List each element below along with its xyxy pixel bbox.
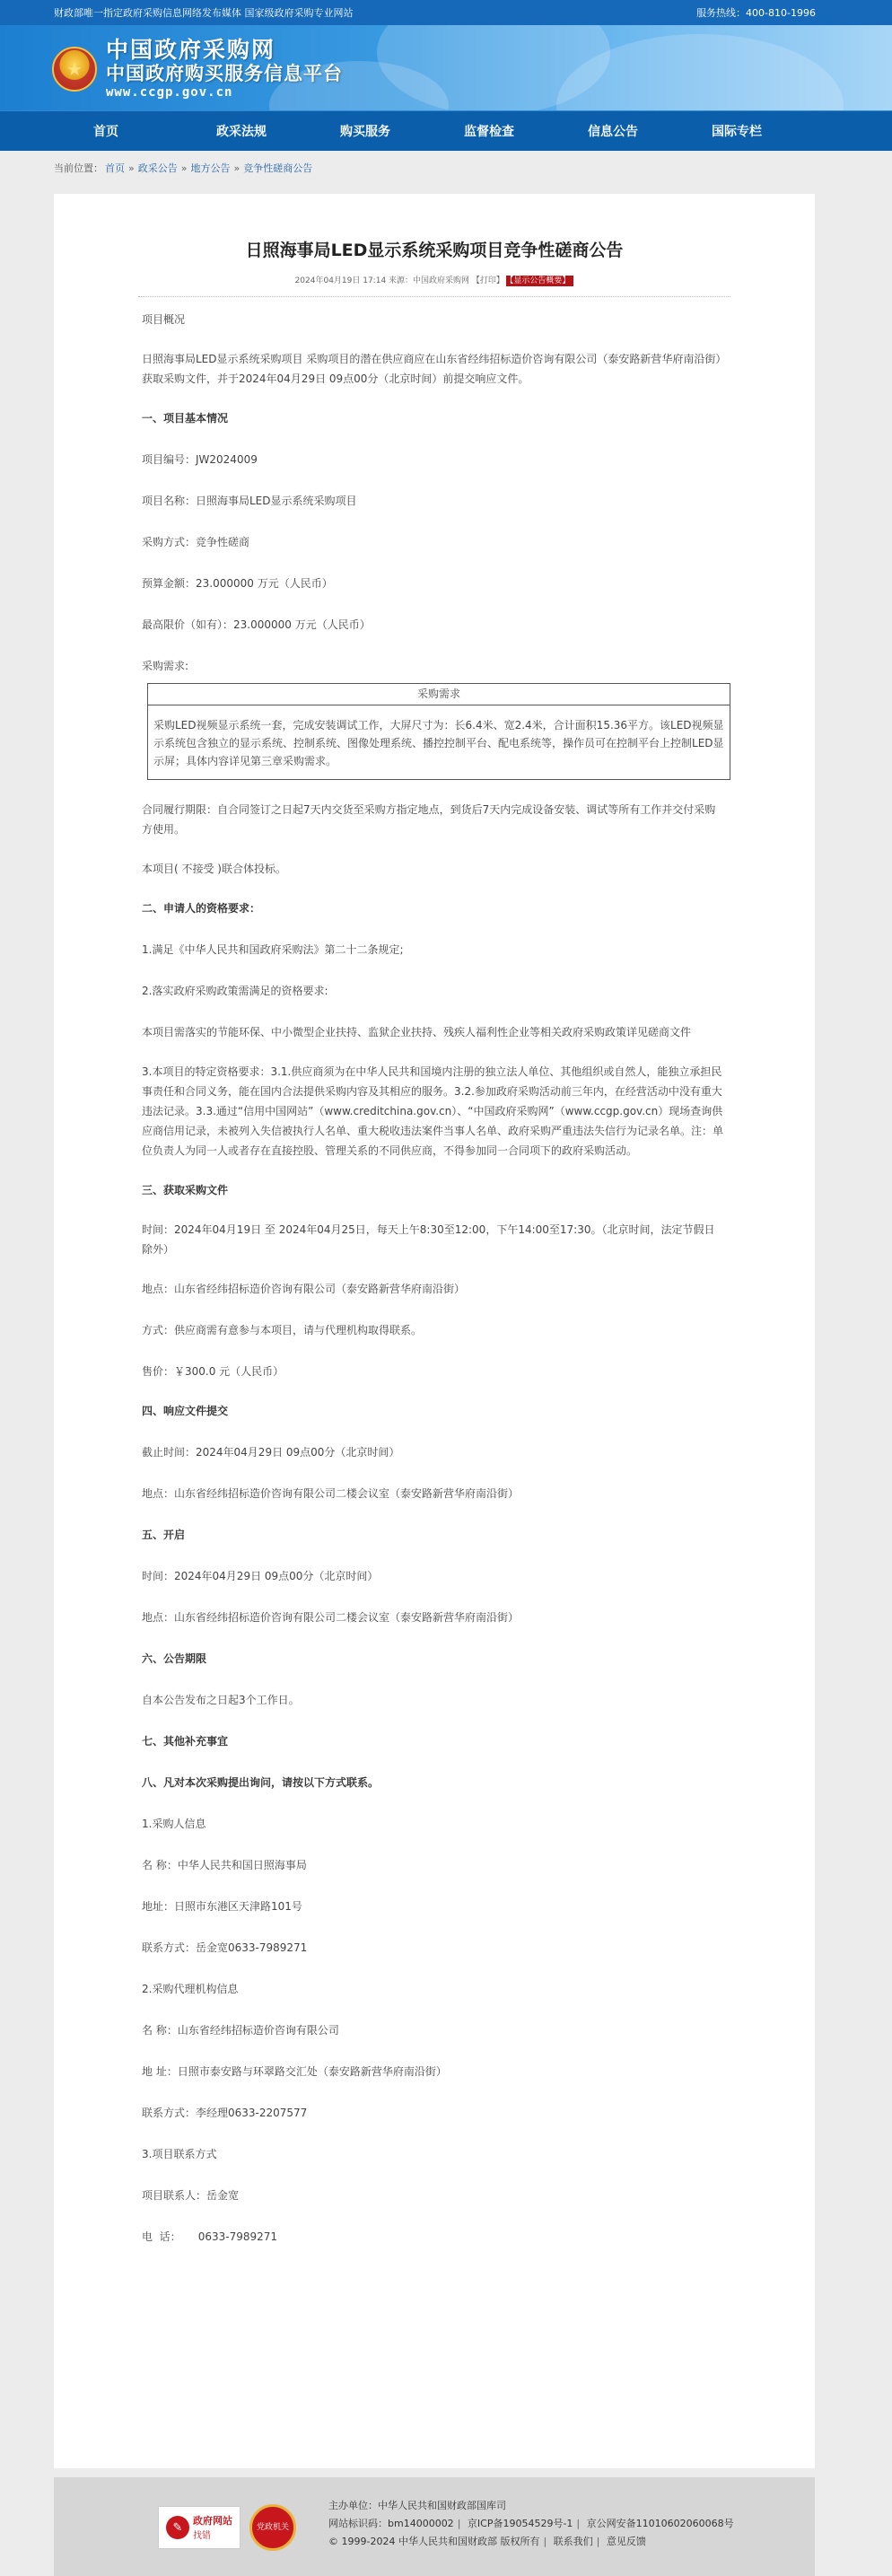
purchaser-heading: 1.采购人信息 [142,1818,206,1830]
party-gov-badge-icon[interactable] [249,2504,296,2551]
project-number: 项目编号：JW2024009 [142,453,258,466]
logo-url: www.ccgp.gov.cn [106,85,233,100]
section-4-heading: 四、响应文件提交 [142,1405,229,1417]
requirements-table-header: 采购需求 [148,684,730,705]
max-price: 最高限价（如有）：23.000000 万元（人民币） [142,618,371,631]
site-footer [54,2477,815,2576]
submission-deadline: 截止时间：2024年04月29日 09点00分（北京时间） [142,1446,400,1459]
meta-text: 2024年04月19日 17:14 来源：中国政府采购网 【打印】 [294,276,504,285]
footer-host: 主办单位：中华人民共和国财政部国库司 [328,2500,506,2511]
nav-home[interactable]: 首页 [93,125,118,139]
budget-amount: 预算金额：23.000000 万元（人民币） [142,577,333,590]
section-5-heading: 五、开启 [142,1529,186,1541]
purchaser-contact: 联系方式：岳金宽0633-7989271 [142,1941,308,1954]
section-7-heading: 七、其他补充事宜 [142,1735,229,1748]
nav-purchase-services[interactable]: 购买服务 [340,125,390,139]
top-bar [0,0,892,25]
badge-title: 政府网站 [193,2514,232,2527]
breadcrumb-home[interactable]: 首页 [105,162,125,174]
breadcrumb-prefix: 当前位置： [54,162,103,174]
section-1-heading: 一、项目基本情况 [142,412,229,425]
project-contact-person: 项目联系人：岳金宽 [142,2189,240,2202]
copyright: © 1999-2024 中华人民共和国财政部 版权所有 [328,2536,540,2547]
show-summary-button[interactable]: 【显示公告概要】 [506,276,574,286]
nav-international[interactable]: 国际专栏 [712,125,762,139]
submission-place: 地点：山东省经纬招标造价咨询有限公司二楼会议室（泰安路新营华府南沿街） [142,1487,520,1500]
nav-announcements[interactable]: 信息公告 [588,125,638,139]
section-2-heading: 二、申请人的资格要求： [142,902,261,915]
project-name: 项目名称：日照海事局LED显示系统采购项目 [142,495,357,507]
project-contact-phone: 电 话： 0633-7989271 [142,2230,278,2243]
qualification-2: 2.落实政府采购政策需满足的资格要求: [142,985,328,997]
breadcrumb: 当前位置： 首页 » 政采公告 » 地方公告 » 竞争性磋商公告 [54,162,313,174]
opening-time: 时间：2024年04月29日 09点00分（北京时间） [142,1570,379,1582]
get-docs-price: 售价：￥300.0 元（人民币） [142,1365,284,1378]
joint-bidding: 本项目( 不接受 )联合体投标。 [142,863,286,875]
hotline: 服务热线：400-810-1996 [696,7,816,19]
breadcrumb-current[interactable]: 竞争性磋商公告 [243,162,313,174]
get-docs-method: 方式：供应商需有意参与本项目，请与代理机构取得联系。 [142,1324,423,1336]
purchaser-address: 地址：日照市东港区天津路101号 [142,1900,302,1913]
agency-contact: 联系方式：李经理0633-2207577 [142,2107,308,2119]
badge-subtitle: 找错 [193,2530,211,2541]
site-id: 网站标识码：bm14000002 [328,2518,454,2529]
top-bar-slogan: 财政部唯一指定政府采购信息网络发布媒体 国家级政府采购专业网站 [54,7,354,19]
section-6-heading: 六、公告期限 [142,1652,207,1665]
footer-info: 主办单位：中华人民共和国财政部国库司 网站标识码：bm14000002 | 京ICP备19054529号-1 | 京公网安备11010602060068号 © 1999-2024 中华人民共和国财政部 版权所有 | 联系我们 | 意见反馈 [328,2497,734,2551]
get-docs-time: 时间：2024年04月19日 至 2024年04月25日，每天上午8:30至12:00，下午14:00至17:30。（北京时间，法定节假日除外） [142,1223,715,1256]
agency-name: 名 称：山东省经纬招标造价咨询有限公司 [142,2024,339,2037]
article-meta [138,274,730,297]
feedback-link[interactable]: 意见反馈 [606,2536,646,2547]
qualification-2-detail: 本项目需落实的节能环保、中小微型企业扶持、监狱企业扶持、残疾人福利性企业等相关政府采购政策详见磋商文件 [142,1026,692,1038]
overview-text: 日照海事局LED显示系统采购项目 采购项目的潜在供应商应在山东省经纬招标造价咨询有限公司（泰安路新营华府南沿街）获取采购文件，并于2024年04月29日 09点00分（北京时间）前提交响应文件。 [142,353,721,385]
opening-place: 地点：山东省经纬招标造价咨询有限公司二楼会议室（泰安路新营华府南沿街） [142,1611,520,1624]
contact-us-link[interactable]: 联系我们 [553,2536,593,2547]
get-docs-place: 地点：山东省经纬招标造价咨询有限公司（泰安路新营华府南沿街） [142,1283,466,1295]
main-nav [0,110,892,151]
procurement-method: 采购方式：竞争性磋商 [142,536,250,548]
requirements-table-cell: 采购LED视频显示系统一套，完成安装调试工作，大屏尺寸为：长6.4米、宽2.4米，合计面积15.36平方。该LED视频显示系统包含独立的显示系统、控制系统、图像处理系统、播控控制平台、配电系统等，操作员可在控制平台上控制LED显示屏；具体内容详见第三章采购需求。 [153,719,724,767]
error-report-icon: ✎ [166,2516,189,2539]
agency-heading: 2.采购代理机构信息 [142,1983,239,1995]
nav-regulations[interactable]: 政采法规 [216,125,267,139]
site-logo[interactable] [52,38,343,101]
party-gov-badge-label: 党政机关 [256,2523,289,2532]
page-title: 日照海事局LED显示系统采购项目竞争性磋商公告 [245,241,624,260]
breadcrumb-local[interactable]: 地方公告 [190,162,231,174]
qualification-1: 1.满足《中华人民共和国政府采购法》第二十二条规定; [142,943,404,956]
requirements-label: 采购需求: [142,660,189,672]
purchaser-name: 名 称：中华人民共和国日照海事局 [142,1859,307,1871]
national-emblem-icon: ★ [52,47,97,92]
article-container [54,194,815,2468]
qualification-3: 3.本项目的特定资格要求：3.1.供应商须为在中华人民共和国境内注册的独立法人单位、其他组织或自然人，能独立承担民事责任和合同义务，能在国内合法提供采购内容及其相应的服务。3.2.参加政府采购活动前三年内，在经营活动中没有重大违法记录。3.3.通过“信用中国网站”（www.creditchina.gov.cn）、“中国政府采购网”（www.ccgp.gov.cn）现场查询供应商信用记录，未被列入失信被执行人名单、重大税收违法案件当事人名单、政府采购严重违法失信行为记录名单。注：单位负责人为同一人或者存在直接控股、管理关系的不同供应商，不得参加同一合同项下的政府采购活动。 [142,1065,724,1157]
police-record[interactable]: 京公网安备11010602060068号 [586,2518,734,2529]
contract-term: 合同履行期限：自合同签订之日起7天内交货至采购方指定地点，到货后7天内完成设备安装、调试等所有工作并交付采购方使用。 [142,803,716,836]
section-8-heading: 八、凡对本次采购提出询问，请按以下方式联系。 [142,1776,380,1789]
article-body [54,310,815,2247]
project-contact-heading: 3.项目联系方式 [142,2148,217,2160]
icp-number[interactable]: 京ICP备19054529号-1 [467,2518,573,2529]
gov-site-error-badge[interactable] [158,2506,240,2549]
logo-title: 中国政府采购网 [106,37,276,63]
section-3-heading: 三、获取采购文件 [142,1184,229,1196]
header-banner [0,25,892,110]
breadcrumb-announcements[interactable]: 政采公告 [137,162,178,174]
overview-heading: 项目概况 [142,313,186,326]
announcement-period: 自本公告发布之日起3个工作日。 [142,1694,300,1706]
requirements-table [147,683,730,780]
logo-subtitle: 中国政府购买服务信息平台 [106,63,343,84]
nav-supervision[interactable]: 监督检查 [464,125,514,139]
agency-address: 地 址：日照市泰安路与环翠路交汇处（泰安路新营华府南沿街） [142,2065,447,2078]
